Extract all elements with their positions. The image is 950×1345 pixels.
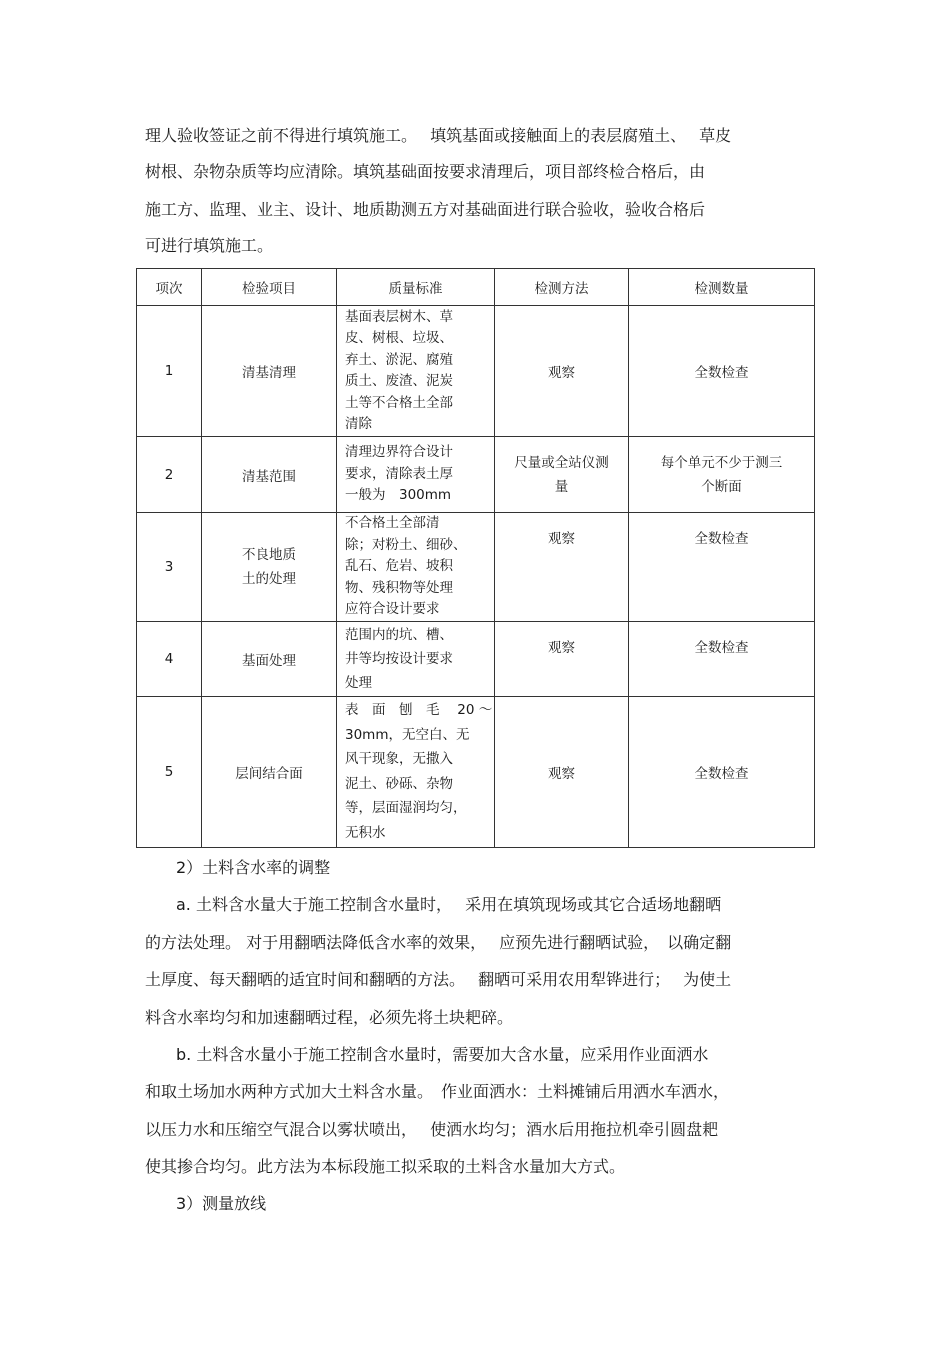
- cell-line: 井等均按设计要求: [345, 650, 453, 667]
- cell-line: 清基清理: [242, 365, 296, 381]
- cell-line: 清除: [345, 416, 372, 432]
- quality-standard: [337, 696, 495, 847]
- cell-line: 泥土、砂砾、杂物: [345, 775, 453, 792]
- cell-line: 质土、废渣、泥炭: [345, 373, 453, 389]
- paragraph-line: 的方法处理。 对于用翻晒法降低含水率的效果， 应预先进行翻晒试验， 以确定翻: [145, 933, 732, 952]
- test-quantity: [629, 306, 815, 437]
- cell-line: 不良地质: [242, 546, 296, 563]
- row-number: 2: [137, 437, 202, 513]
- paragraph-line: a. 土料含水量大于施工控制含水量时， 采用在填筑现场或其它合适场地翻晒: [176, 895, 722, 914]
- cell-line: 全数检查: [694, 365, 749, 381]
- row-number: 3: [137, 513, 202, 622]
- paragraph-line: 土厚度、每天翻晒的适宜时间和翻晒的方法。 翻晒可采用农用犁铧进行； 为使土: [145, 970, 732, 989]
- table-row: [137, 621, 815, 696]
- cell-line: 全数检查: [694, 639, 749, 656]
- intro-line: 施工方、监理、业主、设计、地质勘测五方对基础面进行联合验收，验收合格后: [145, 200, 706, 219]
- inspection-item: [202, 306, 337, 437]
- inspection-item: [202, 437, 337, 513]
- paragraph-line: b. 土料含水量小于施工控制含水量时，需要加大含水量，应采用作业面洒水: [176, 1045, 709, 1064]
- intro-line: 树根、杂物杂质等均应清除。填筑基础面按要求清理后，项目部终检合格后，由: [145, 162, 706, 181]
- cell-line: 土等不合格土全部: [345, 394, 453, 411]
- cell-line: 弃土、淤泥、腐殖: [345, 351, 453, 368]
- section-heading: 3）测量放线: [176, 1194, 267, 1213]
- inspection-table: [136, 268, 815, 848]
- test-quantity: [629, 437, 815, 513]
- inspection-item: [202, 696, 337, 847]
- paragraph-line: 以压力水和压缩空气混合以雾状喷出， 使洒水均匀；酒水后用拖拉机牵引圆盘耙: [145, 1120, 719, 1139]
- header-cell: 项次: [137, 269, 202, 306]
- cell-line: 土的处理: [242, 570, 296, 587]
- section-heading: 2）土料含水率的调整: [176, 858, 331, 877]
- test-method: [495, 513, 629, 622]
- cell-line: 量: [554, 478, 569, 495]
- cell-line: 无积水: [345, 824, 386, 841]
- intro-line: 理人验收签证之前不得进行填筑施工。 填筑基面或接触面上的表层腐殖土、 草皮: [145, 126, 732, 145]
- row-number: 5: [137, 696, 202, 847]
- quality-standard: [337, 513, 495, 622]
- cell-line: 清理边界符合设计: [345, 444, 453, 461]
- cell-line: 清基范围: [242, 468, 296, 485]
- cell-line: 每个单元不少于测三: [660, 454, 783, 471]
- cell-line: 观察: [548, 531, 575, 547]
- header-cell: 检测方法: [495, 269, 629, 306]
- cell-line: 个断面: [701, 478, 742, 495]
- test-method: [495, 696, 629, 847]
- test-quantity: [629, 513, 815, 622]
- quality-standard: [337, 621, 495, 696]
- table-row: [137, 513, 815, 622]
- test-method: [495, 621, 629, 696]
- table-header-row: [137, 269, 815, 306]
- cell-line: 基面表层树木、草: [345, 308, 453, 325]
- quality-standard: [337, 306, 495, 437]
- cell-line: 表 面 刨 毛 20 ～: [345, 702, 493, 718]
- test-method: [495, 306, 629, 437]
- cell-line: 要求，清除表土厚: [345, 465, 453, 482]
- cell-line: 30mm，无空白、无: [345, 726, 470, 743]
- cell-line: 尺量或全站仪测: [514, 454, 609, 471]
- cell-line: 处理: [345, 674, 372, 691]
- intro-line: 可进行填筑施工。: [145, 236, 274, 255]
- row-number: 4: [137, 621, 202, 696]
- cell-line: 应符合设计要求: [345, 601, 440, 617]
- header-cell: 质量标准: [337, 269, 495, 306]
- paragraph-line: 和取土场加水两种方式加大土料含水量。 作业面洒水：土料摊铺后用洒水车洒水，: [145, 1082, 730, 1101]
- test-method: [495, 437, 629, 513]
- cell-line: 一般为 300mm: [345, 487, 452, 504]
- paragraph-line: 料含水率均匀和加速翻晒过程，必须先将土块耙碎。: [145, 1008, 514, 1027]
- cell-line: 观察: [548, 639, 575, 656]
- cell-line: 观察: [548, 765, 575, 782]
- cell-line: 全数检查: [694, 531, 749, 547]
- test-quantity: [629, 621, 815, 696]
- cell-line: 范围内的坑、槽、: [345, 626, 453, 643]
- table-row: [137, 696, 815, 847]
- cell-line: 乱石、危岩、坡积: [345, 558, 453, 574]
- cell-line: 全数检查: [694, 765, 749, 782]
- cell-line: 皮、树根、垃圾、: [345, 330, 453, 346]
- quality-standard: [337, 437, 495, 513]
- cell-line: 层间结合面: [235, 765, 303, 782]
- cell-line: 除；对粉土、细砂、: [345, 536, 467, 553]
- row-number: 1: [137, 306, 202, 437]
- cell-line: 基面处理: [242, 652, 296, 669]
- header-cell: 检测数量: [629, 269, 815, 306]
- cell-line: 不合格土全部清: [345, 515, 440, 531]
- paragraph-line: 使其掺合均匀。此方法为本标段施工拟采取的土料含水量加大方式。: [145, 1157, 626, 1176]
- cell-line: 等，层面湿润均匀，: [345, 800, 467, 816]
- cell-line: 观察: [548, 365, 575, 381]
- cell-line: 风干现象，无撒入: [345, 751, 453, 767]
- table-row: [137, 437, 815, 513]
- cell-line: 物、残积物等处理: [345, 579, 453, 596]
- test-quantity: [629, 696, 815, 847]
- table-row: [137, 306, 815, 437]
- header-cell: 检验项目: [202, 269, 337, 306]
- inspection-item: [202, 513, 337, 622]
- inspection-item: [202, 621, 337, 696]
